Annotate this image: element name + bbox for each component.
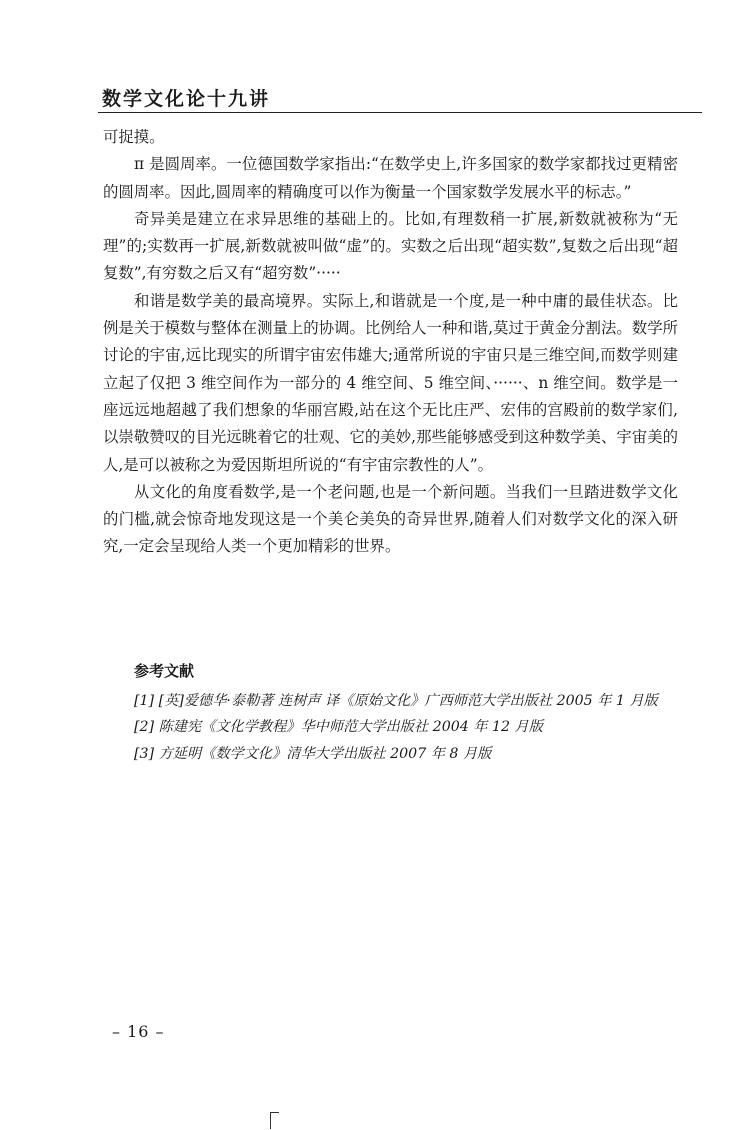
- paragraph-continuation: 可捉摸。: [103, 128, 165, 146]
- paragraph-harmony: 和谐是数学美的最高境界。实际上,和谐就是一个度,是一种中庸的最佳状态。比例是关于模数与整体在测量上的协调。比例给人一种和谐,莫过于黄金分割法。数学所讨论的宇宙,远比现实的所谓宇宙宏伟雄大;通常所说的宇宙只是三维空间,而数学则建立起了仅把 3 维空间作为一部分的 4 维空间、5 维空间、······、n 维空间。数学是一座远远地超越了我们想象的华丽宫殿,站在这个无比庄严、宏伟的宫殿前的数学家们,以崇敬赞叹的目光远眺着它的壮观、它的美妙,那些能够感受到这种数学美、宇宙美的人,是可以被称之为爱因斯坦所说的“有宇宙宗教性的人”。: [103, 291, 678, 474]
- reference-item: [2] 陈建宪《文化学教程》华中师范大学出版社 2004 年 12 月版: [134, 719, 543, 735]
- running-head-title: 数学文化论十九讲: [102, 88, 271, 110]
- references-list: [103, 688, 693, 768]
- paragraph-culture: 从文化的角度看数学,是一个老问题,也是一个新问题。当我们一旦踏进数学文化的门槛,就会惊奇地发现这是一个美仑美奂的奇异世界,随着人们对数学文化的深入研究,一定会呈现给人类一个更加精彩的世界。: [103, 482, 678, 556]
- reference-item: [3] 方延明《数学文化》清华大学出版社 2007 年 8 月版: [134, 745, 492, 762]
- header-rule: [98, 112, 702, 113]
- references-title: 参考文献: [134, 662, 195, 680]
- page-number: – 16 –: [112, 1022, 165, 1041]
- paragraph-pi: π 是圆周率。一位德国数学家指出:“在数学史上,许多国家的数学家都找过更精密的圆周率。因此,圆周率的精确度可以作为衡量一个国家数学发展水平的标志。”: [103, 155, 678, 201]
- scan-artifact-mark: [270, 1112, 279, 1129]
- paragraph-strange-beauty: 奇异美是建立在求异思维的基础上的。比如,有理数稍一扩展,新数就被称为“无理”的;实数再一扩展,新数就被叫做“虚”的。实数之后出现“超实数”,复数之后出现“超复数”,有穷数之后又有“超穷数”·····: [103, 209, 678, 283]
- reference-item: [1] [英]爱德华·泰勒著 连树声 译《原始文化》广西师范大学出版社 2005 年 1 月版: [134, 692, 658, 709]
- body-text: [103, 124, 678, 561]
- references-section: [103, 658, 693, 767]
